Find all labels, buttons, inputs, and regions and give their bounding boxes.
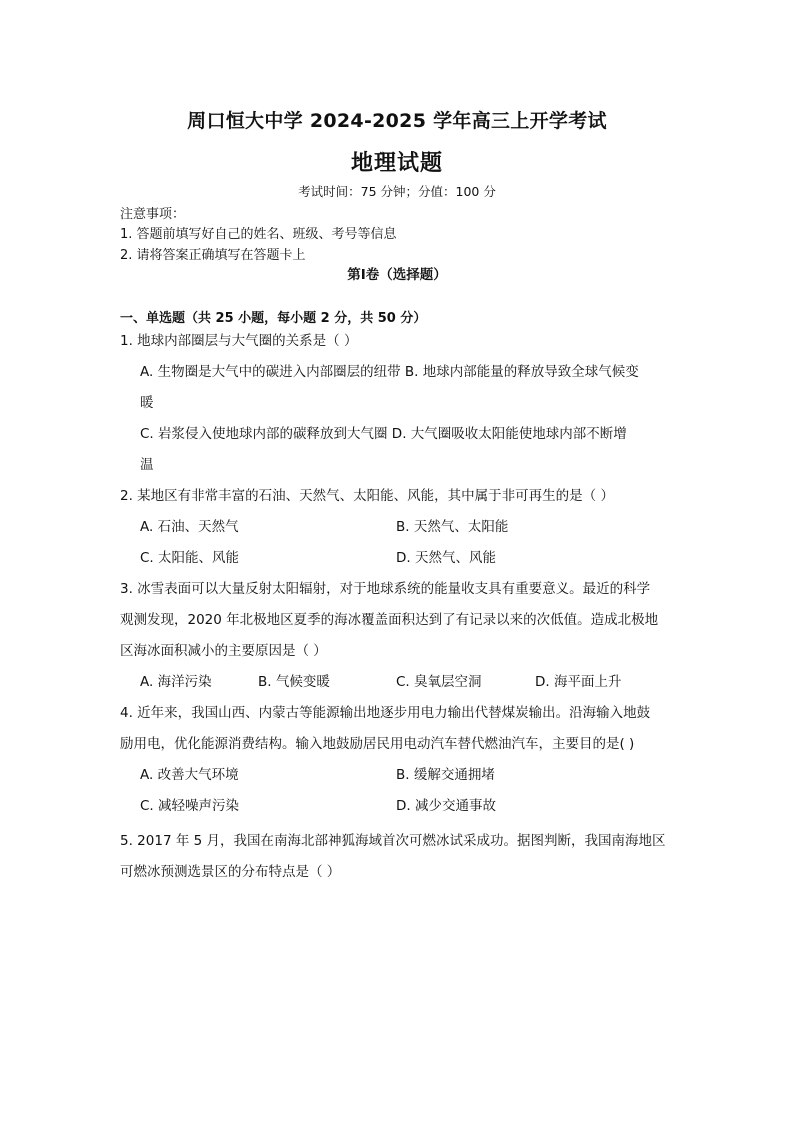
note-item: 1. 答题前填写好自己的姓名、班级、考号等信息 [120, 227, 397, 242]
question-2-stem: 2. 某地区有非常丰富的石油、天然气、太阳能、风能，其中属于非可再生的是（ ） [120, 488, 614, 504]
question-4-option-d: D. 减少交通事故 [396, 798, 496, 814]
question-2-option-b: B. 天然气、太阳能 [396, 519, 509, 535]
subject-title: 地理试题 [350, 151, 443, 176]
question-3-option-c: C. 臭氧层空洞 [396, 674, 482, 690]
question-5-stem: 5. 2017 年 5 月，我国在南海北部神狐海域首次可燃冰试采成功。据图判断，我国南海地区 [120, 833, 666, 849]
question-2-option-d: D. 天然气、风能 [396, 550, 496, 566]
exam-meta: 考试时间：75 分钟；分值：100 分 [298, 184, 496, 199]
question-1-option-wrap: 暖 [140, 395, 154, 411]
question-3-option-d: D. 海平面上升 [535, 674, 622, 690]
part-heading: 一、单选题（共 25 小题，每小题 2 分，共 50 分） [120, 311, 427, 326]
exam-title: 周口恒大中学 2024-2025 学年高三上开学考试 [187, 110, 607, 132]
question-1-option-ab: A. 生物圈是大气中的碳进入内部圈层的纽带 B. 地球内部能量的释放导致全球气候变 [140, 364, 639, 380]
question-3-stem: 区海冰面积减小的主要原因是（ ） [120, 643, 327, 659]
question-4-stem: 4. 近年来，我国山西、内蒙古等能源输出地逐步用电力输出代替煤炭输出。沿海输入地鼓 [120, 705, 651, 721]
question-2-option-a: A. 石油、天然气 [140, 519, 239, 535]
question-3-stem: 观测发现，2020 年北极地区夏季的海冰覆盖面积达到了有记录以来的次低值。造成北极地 [120, 612, 659, 628]
question-2-option-c: C. 太阳能、风能 [140, 550, 240, 566]
question-3-stem: 3. 冰雪表面可以大量反射太阳辐射，对于地球系统的能量收支具有重要意义。最近的科学 [120, 581, 651, 597]
question-5-stem: 可燃冰预测选景区的分布特点是（ ） [120, 864, 341, 880]
section-title: 第Ⅰ卷（选择题） [347, 267, 447, 283]
notes-heading: 注意事项： [120, 207, 186, 222]
question-1-option-wrap: 温 [140, 457, 154, 473]
question-3-option-a: A. 海洋污染 [140, 674, 212, 690]
question-1-option-cd: C. 岩浆侵入使地球内部的碳释放到大气圈 D. 大气圈吸收太阳能使地球内部不断增 [140, 426, 627, 442]
question-3-option-b: B. 气候变暖 [258, 674, 330, 690]
question-4-option-c: C. 减轻噪声污染 [140, 798, 240, 814]
question-1-stem: 1. 地球内部圈层与大气圈的关系是（ ） [120, 333, 358, 349]
note-item: 2. 请将答案正确填写在答题卡上 [120, 248, 306, 263]
question-4-option-b: B. 缓解交通拥堵 [396, 767, 495, 783]
question-4-stem: 励用电，优化能源消费结构。输入地鼓励居民用电动汽车替代燃油汽车，主要目的是( ) [120, 736, 635, 752]
question-4-option-a: A. 改善大气环境 [140, 767, 239, 783]
